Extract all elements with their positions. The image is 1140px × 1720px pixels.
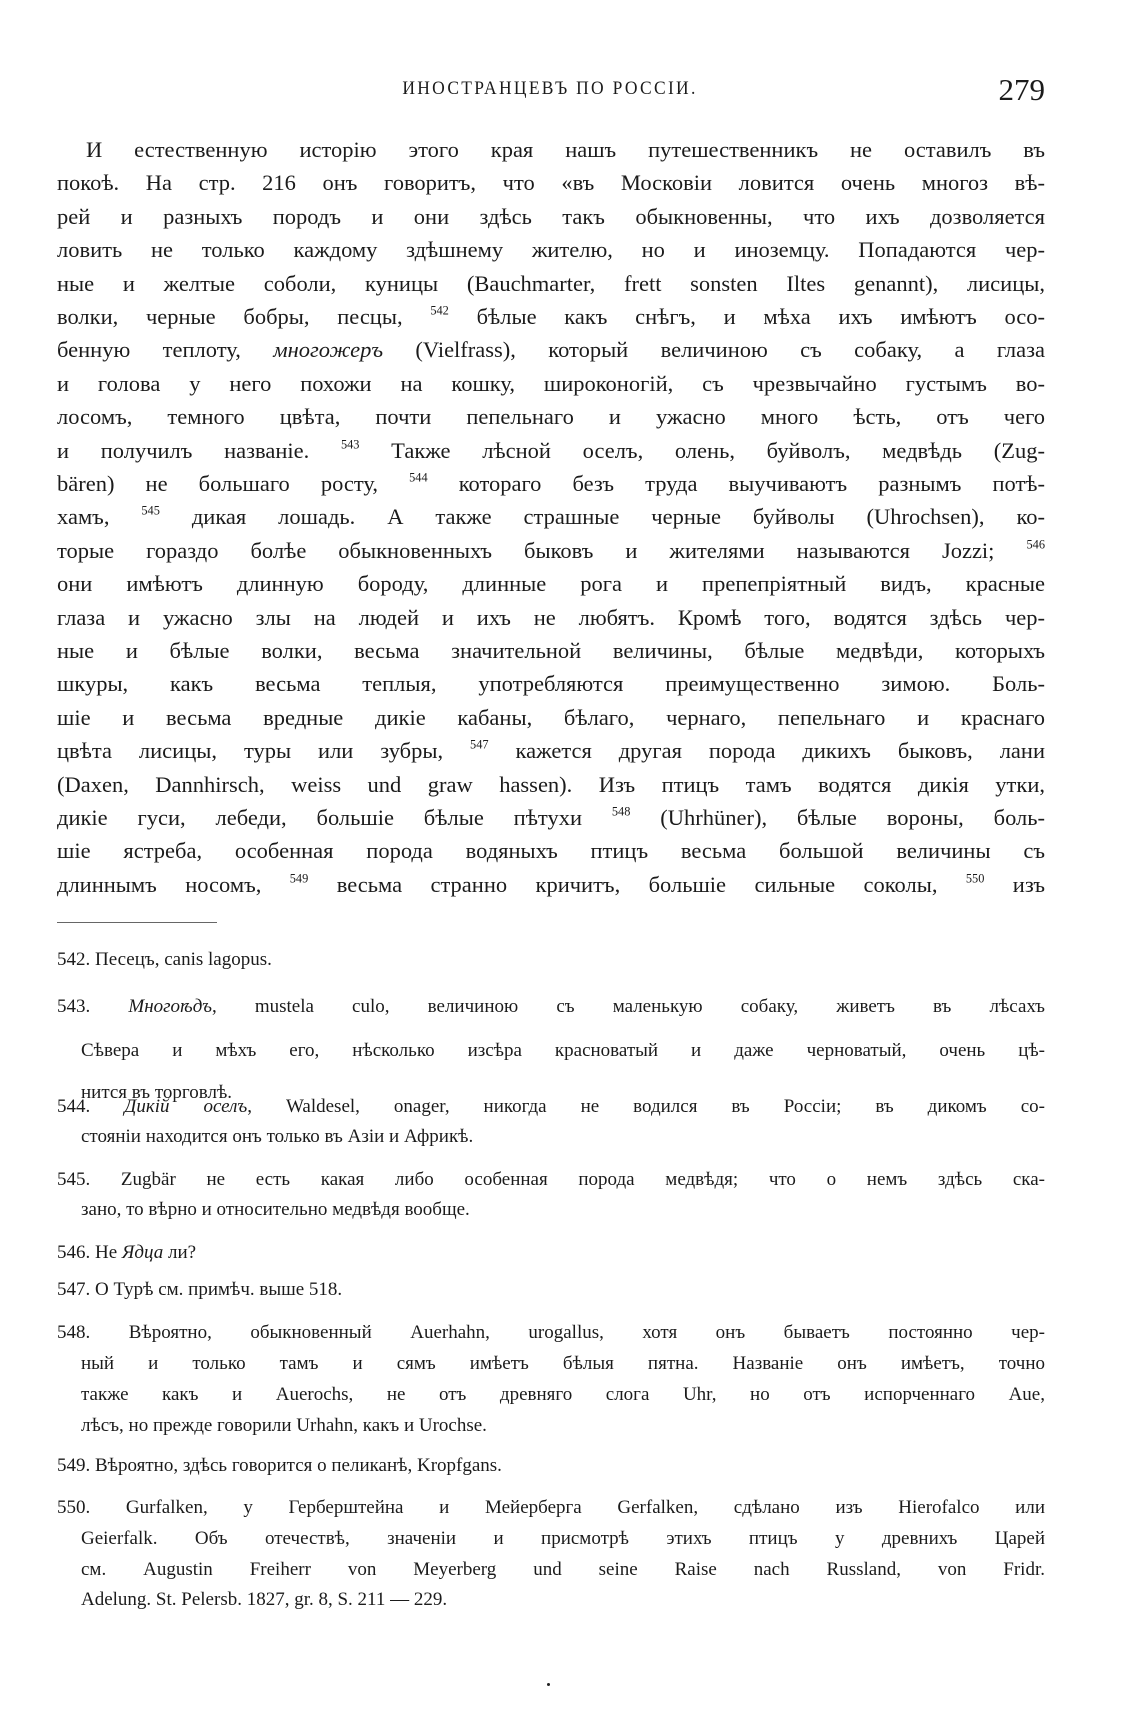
page-number: 279 [998, 72, 1045, 107]
body-line [57, 269, 1045, 299]
footnote-line [81, 1038, 1045, 1064]
italic-term: многожеръ [273, 337, 384, 363]
body-line [57, 235, 1045, 265]
text-run: торые гораздо болѣе обыкновенныхъ быковъ и жителями называются Jozzi; [57, 537, 1027, 563]
italic-term: Многоѣдъ [128, 996, 212, 1017]
footnote-reference: 546 [1026, 537, 1045, 552]
text-run: шіе и весьма вредные дикіе кабаны, бѣлаго, чернаго, пепельнаго и краснаго [57, 704, 1045, 730]
footnote-line [81, 1587, 1045, 1613]
footnote-separator [57, 922, 217, 923]
text-run: котораго безъ труда выучиваютъ разнымъ потѣ- [427, 471, 1045, 496]
running-header [0, 72, 1140, 107]
text-run: (Vielfrass), который величиною съ собаку, а глаза [383, 337, 1046, 363]
footnote-line [81, 1557, 1045, 1583]
text-run: лосомъ, темного цвѣта, почти пепельнаго и ужасно много ѣсть, отъ чего [57, 404, 1045, 430]
body-line [57, 168, 1045, 198]
footnote-line [81, 1382, 1045, 1408]
text-run: , mustela culo, величиною съ маленькую собаку, живетъ въ лѣсахъ [211, 996, 1046, 1017]
footnote-line [57, 1320, 1045, 1346]
footnote-reference: 543 [340, 437, 360, 452]
body-line [57, 603, 1045, 633]
print-speck [547, 1683, 550, 1686]
footnote-reference: 545 [141, 504, 160, 519]
text-run: 546. Не [57, 1242, 122, 1263]
text-run: 549. Вѣроятно, здѣсь говорится о пеликанѣ, Kropfgans. [57, 1455, 502, 1476]
text-run: И естественную исторію этого края нашъ путешественникъ не оставилъ въ [86, 137, 1045, 162]
body-line [57, 669, 1045, 699]
body-line [57, 502, 1045, 532]
text-run: дикая лошадь. А также страшные черные буйволы (Uhrochsen), ко- [159, 504, 1045, 530]
text-run: длиннымъ носомъ, [57, 871, 290, 897]
text-run: (Daxen, Dannhirsch, weiss und graw hassen). Изъ птицъ тамъ водятся дикія утки, [57, 771, 1045, 797]
body-line [57, 770, 1045, 800]
text-run: волки, черные бобры, песцы, [57, 304, 431, 329]
body-line [57, 803, 1045, 833]
footnote-line [57, 1240, 1045, 1266]
footnote-line [57, 1167, 1045, 1193]
text-run: бенную теплоту, [57, 337, 274, 363]
text-run: 547. О Турѣ см. примѣч. выше 518. [57, 1279, 343, 1300]
text-run: ные и бѣлые волки, весьма значительной величины, бѣлые медвѣди, которыхъ [57, 638, 1045, 663]
text-run: нится въ торговлѣ. [81, 1082, 233, 1103]
footnote-line [81, 1197, 1045, 1223]
text-run: они имѣютъ длинную бороду, длинные рога и препепріятный видъ, красные [57, 571, 1045, 597]
footnote-line [81, 1351, 1045, 1377]
text-run: и голова у него похожи на кошку, широконогій, съ чрезвычайно густымъ во- [57, 370, 1045, 396]
text-run: стояніи находится онъ только въ Азіи и Африкѣ. [81, 1126, 474, 1147]
text-run: шкуры, какъ весьма теплыя, употребляются преимущественно зимою. Боль- [57, 671, 1045, 697]
text-run: см. Augustin Freiherr von Meyerberg und seine Raise nach Russland, von Fridr. [81, 1559, 1045, 1580]
footnote-line [81, 1413, 1045, 1439]
footnote-line [57, 994, 1045, 1020]
text-run: Geierfalk. Объ отечествѣ, значеніи и присмотрѣ этихъ птицъ у древнихъ Царей [81, 1528, 1045, 1549]
body-line [57, 302, 1045, 332]
text-run: лѣсъ, но прежде говорили Urhahn, какъ и Urochse. [81, 1415, 487, 1436]
text-run: 545. Zugbär не есть какая либо особенная порода медвѣдя; что о немъ здѣсь ска- [57, 1169, 1045, 1190]
text-run: кажется другая порода дикихъ быковъ, лани [488, 738, 1046, 764]
text-run: ли? [163, 1242, 197, 1263]
text-run: , Waldesel, onager, никогда не водился въ Россіи; въ дикомъ со- [247, 1096, 1045, 1117]
text-run: Также лѣсной оселъ, олень, буйволъ, медвѣдь (Zug- [359, 437, 1045, 463]
footnote-line [57, 947, 1045, 973]
text-run: 550. Gurfalken, у Герберштейна и Мейерберга Gerfalken, сдѣлано изъ Hierofalco или [57, 1497, 1045, 1518]
text-run: 548. Вѣроятно, обыкновенный Auerhahn, urogallus, хотя онъ бываетъ постоянно чер- [57, 1322, 1045, 1343]
body-line [57, 436, 1045, 466]
text-run: Adelung. St. Pelersb. 1827, gr. 8, S. 211 — 229. [81, 1589, 448, 1610]
text-run: зано, то вѣрно и относительно медвѣдя вообще. [81, 1199, 470, 1220]
text-run: 542. Песецъ, canis lagopus. [57, 949, 272, 970]
footnote-reference: 548 [611, 804, 631, 819]
text-run: также какъ и Auerochs, не отъ древняго слога Uhr, но отъ испорченнаго Aue, [81, 1384, 1045, 1405]
body-line [57, 636, 1045, 666]
text-run: хамъ, [57, 504, 142, 530]
text-run: изъ [984, 871, 1045, 897]
text-run: (Uhrhüner), бѣлые вороны, боль- [630, 805, 1045, 830]
text-run: покоѣ. На стр. 216 онъ говоритъ, что «въ Московіи ловится очень многоз вѣ- [57, 170, 1045, 196]
text-run: ный и только тамъ и сямъ имѣетъ бѣлыя пятна. Названіе онъ имѣетъ, точно [81, 1353, 1045, 1374]
footnote-line [81, 1526, 1045, 1552]
text-run: 544. [57, 1096, 125, 1117]
running-title: ИНОСТРАНЦЕВЪ ПО РОССІИ. [402, 78, 698, 99]
text-run: bären) не большаго росту, [57, 471, 410, 496]
text-run: цвѣта лисицы, туры или зубры, [57, 738, 471, 764]
italic-term: Ядца [121, 1242, 164, 1263]
body-line [86, 135, 1045, 165]
text-run: шіе ястреба, особенная порода водяныхъ птицъ весьма большой величины съ [57, 838, 1045, 864]
text-run: и получилъ названіе. [57, 437, 341, 463]
body-line [57, 703, 1045, 733]
italic-term: Дикій оселъ [124, 1096, 248, 1117]
text-run: глаза и ужасно злы на людей и ихъ не любятъ. Кромѣ того, водятся здѣсь чер- [57, 604, 1045, 630]
text-run: весьма странно кричитъ, большіе сильные соколы, [308, 871, 966, 897]
footnote-line [57, 1094, 1045, 1120]
text-run: Сѣвера и мѣхъ его, нѣсколько изсѣра красноватый и даже черноватый, очень цѣ- [81, 1040, 1045, 1061]
text-run: рей и разныхъ породъ и они здѣсь такъ обыкновенны, что ихъ дозволяется [57, 203, 1045, 229]
footnote-line [57, 1453, 1045, 1479]
body-line [57, 836, 1045, 866]
body-line [57, 402, 1045, 432]
body-line [57, 870, 1045, 900]
body-line [57, 369, 1045, 399]
footnote-line [81, 1124, 1045, 1150]
body-line [57, 202, 1045, 232]
text-run: бѣлые какъ снѣгъ, и мѣха ихъ имѣютъ осо- [448, 304, 1045, 329]
footnote-reference: 549 [289, 871, 309, 886]
footnote-reference: 542 [430, 303, 449, 318]
text-run: 543. [57, 996, 129, 1017]
body-line [57, 335, 1045, 365]
body-line [57, 469, 1045, 499]
text-run: ные и желтые соболи, куницы (Bauchmarter, frett sonsten Iltes genannt), лисицы, [57, 270, 1045, 296]
footnote-line [57, 1277, 1045, 1303]
footnote-reference: 544 [409, 470, 428, 485]
body-line [57, 736, 1045, 766]
body-line [57, 569, 1045, 599]
body-line [57, 536, 1045, 566]
text-run: дикіе гуси, лебеди, большіе бѣлые пѣтухи [57, 805, 612, 830]
footnote-line [57, 1495, 1045, 1521]
footnote-reference: 550 [965, 871, 985, 886]
footnote-reference: 547 [470, 737, 489, 752]
text-run: ловить не только каждому здѣшнему жителю, но и иноземцу. Попадаются чер- [57, 237, 1045, 263]
